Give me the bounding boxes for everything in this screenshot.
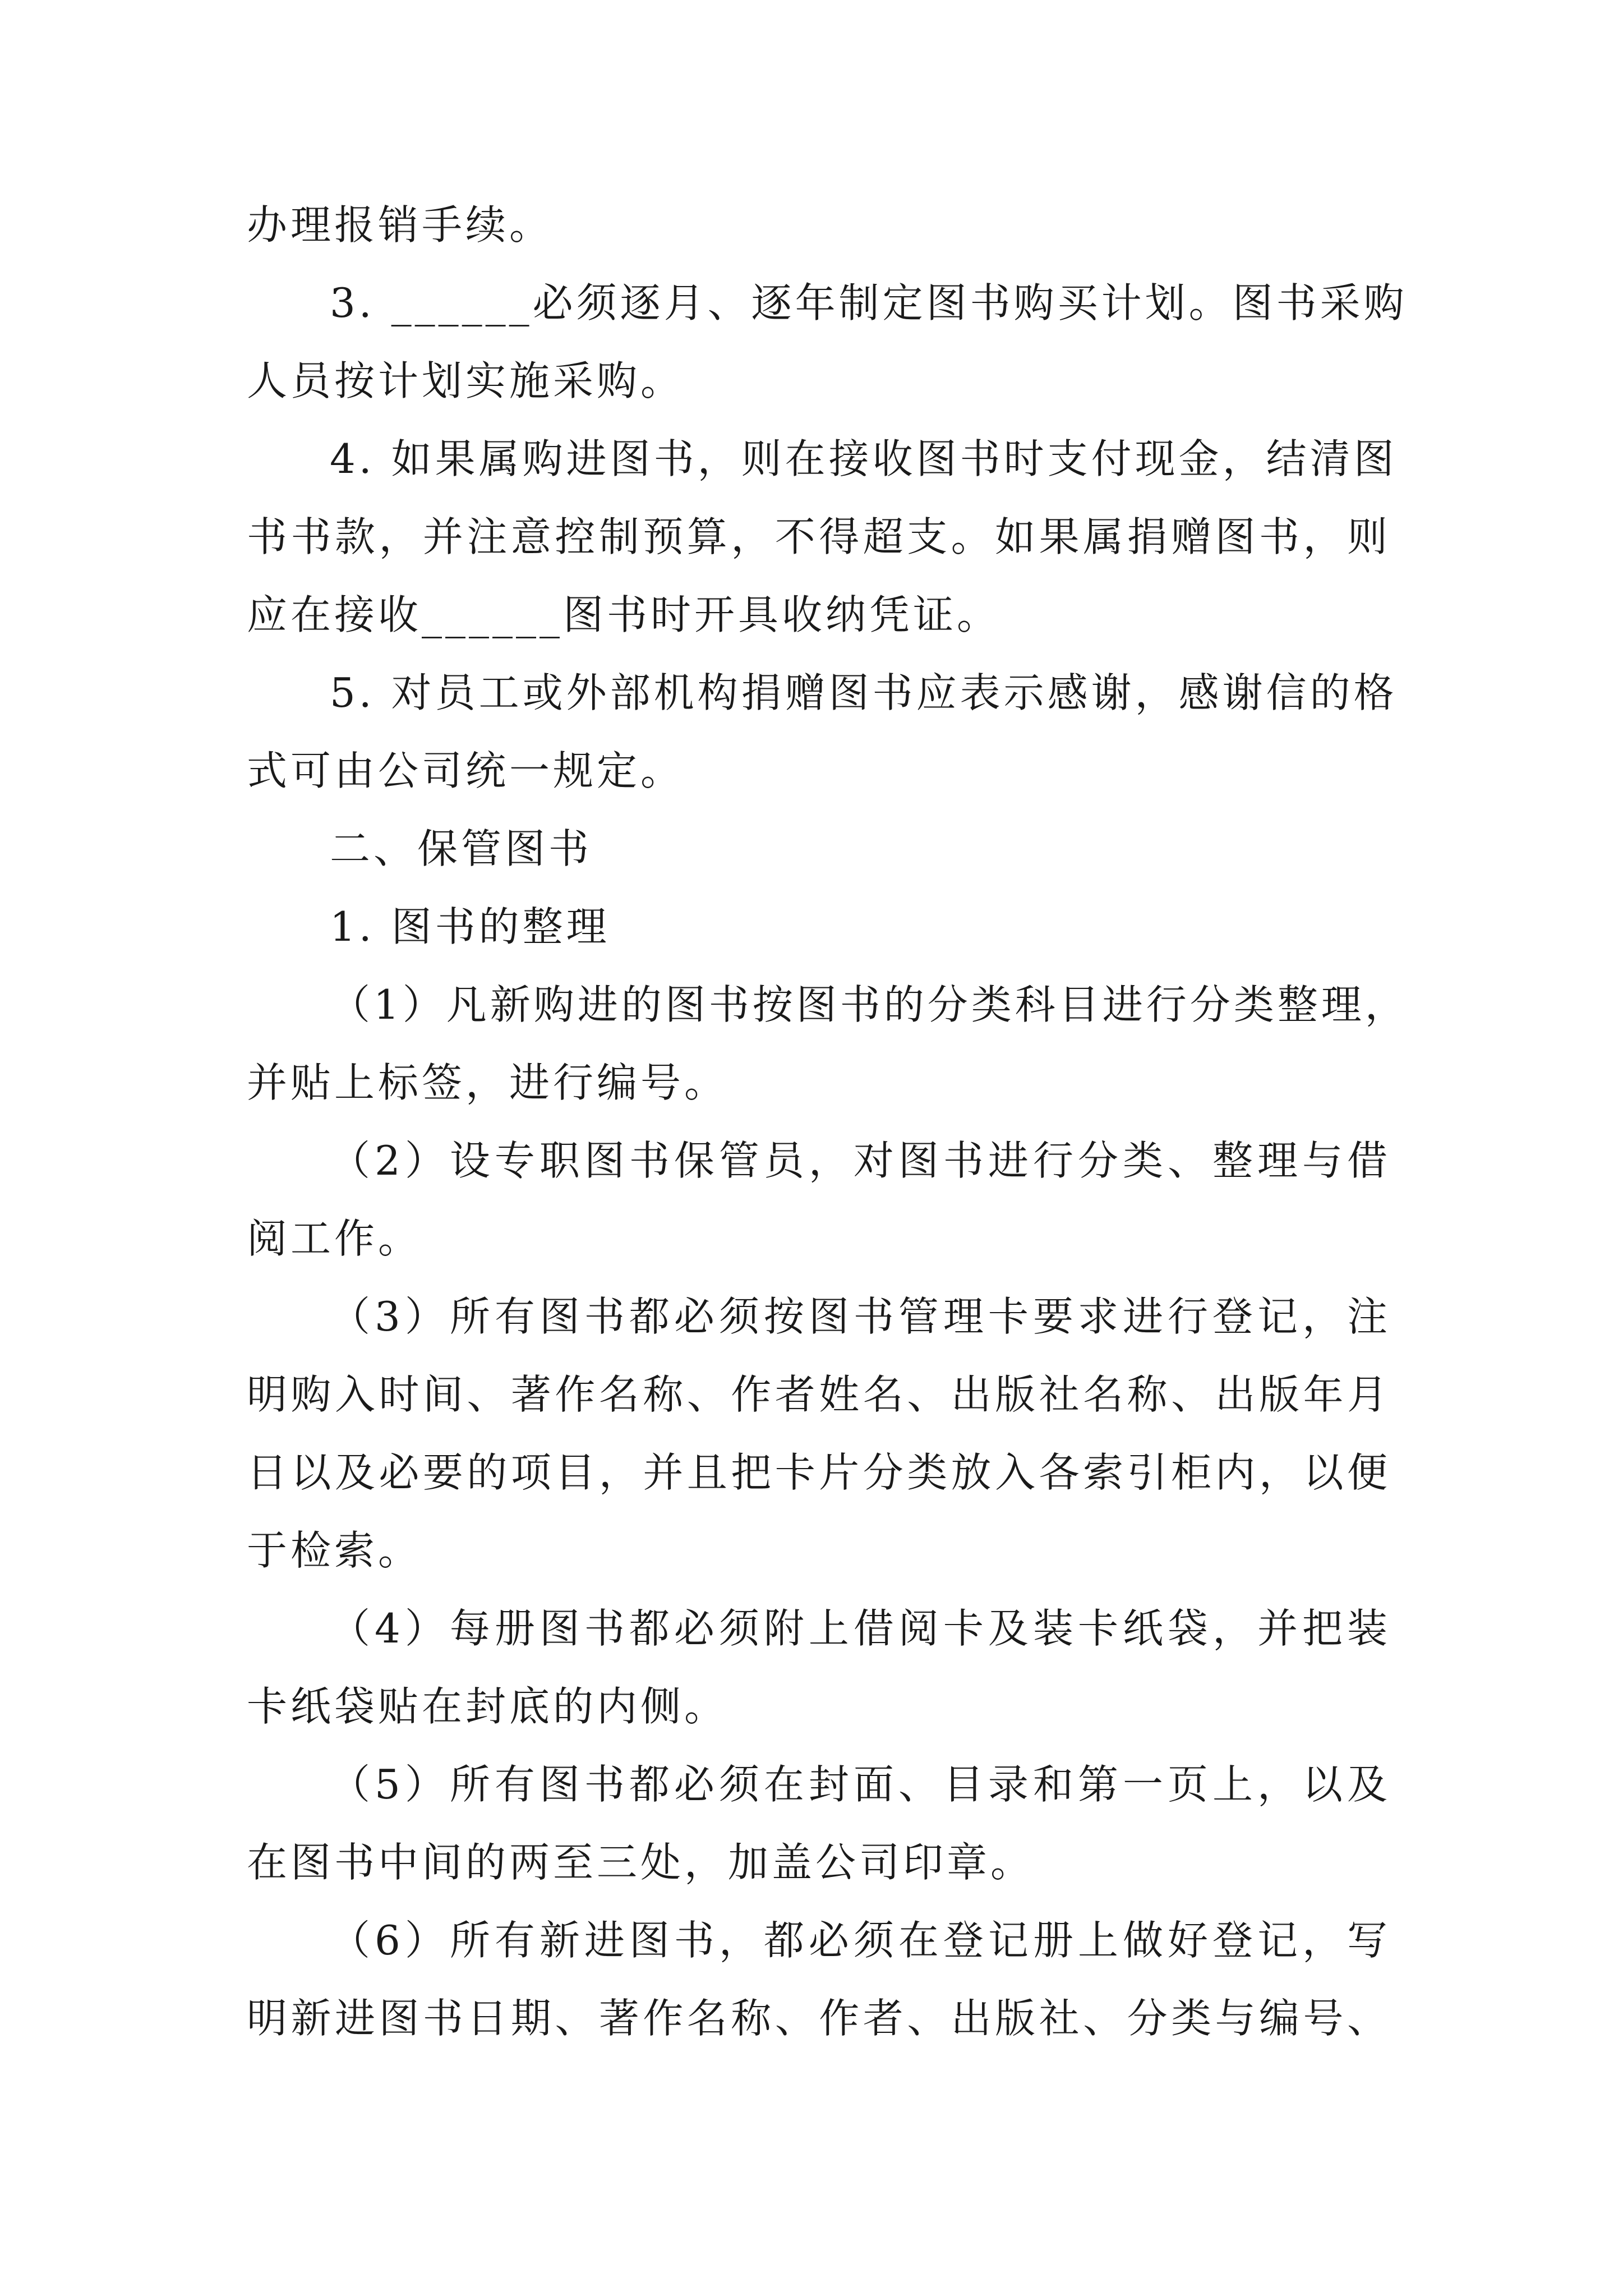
text-line: 办理报销手续。 <box>247 201 554 249</box>
text-line: 明购入时间、著作名称、作者姓名、出版社名称、出版年月 <box>247 1371 1391 1418</box>
text-line: （3）所有图书都必须按图书管理卡要求进行登记，注 <box>330 1293 1391 1340</box>
text-line: 于检索。 <box>247 1527 422 1574</box>
section-heading: 二、保管图书 <box>330 825 593 872</box>
text-line: 式可由公司统一规定。 <box>247 747 685 794</box>
text-line: 应在接收______图书时开具收纳凭证。 <box>247 591 1001 638</box>
text-line: 阅工作。 <box>247 1215 422 1262</box>
text-line: （1）凡新购进的图书按图书的分类科目进行分类整理， <box>330 981 1409 1028</box>
text-line: 日以及必要的项目，并且把卡片分类放入各索引柜内，以便 <box>247 1449 1391 1496</box>
document-body <box>247 197 1409 2069</box>
text-line: （2）设专职图书保管员，对图书进行分类、整理与借 <box>330 1137 1391 1184</box>
text-line: 书书款，并注意控制预算，不得超支。如果属捐赠图书，则 <box>247 513 1391 560</box>
text-line: 3. ______必须逐月、逐年制定图书购买计划。图书采购 <box>330 279 1408 326</box>
text-line: 人员按计划实施采购。 <box>247 357 685 404</box>
text-line: （6）所有新进图书，都必须在登记册上做好登记，写 <box>330 1917 1391 1964</box>
text-line: （5）所有图书都必须在封面、目录和第一页上，以及 <box>330 1761 1391 1808</box>
text-line: 并贴上标签，进行编号。 <box>247 1059 728 1106</box>
text-line: 在图书中间的两至三处，加盖公司印章。 <box>247 1839 1035 1886</box>
subsection-heading: 1. 图书的整理 <box>330 903 610 950</box>
text-line: 卡纸袋贴在封底的内侧。 <box>247 1683 728 1730</box>
text-line: （4）每册图书都必须附上借阅卡及装卡纸袋，并把装 <box>330 1605 1391 1652</box>
text-line: 明新进图书日期、著作名称、作者、出版社、分类与编号、 <box>247 1995 1391 2042</box>
text-line: 4. 如果属购进图书，则在接收图书时支付现金，结清图 <box>330 435 1398 482</box>
text-line: 5. 对员工或外部机构捐赠图书应表示感谢，感谢信的格 <box>330 669 1398 716</box>
